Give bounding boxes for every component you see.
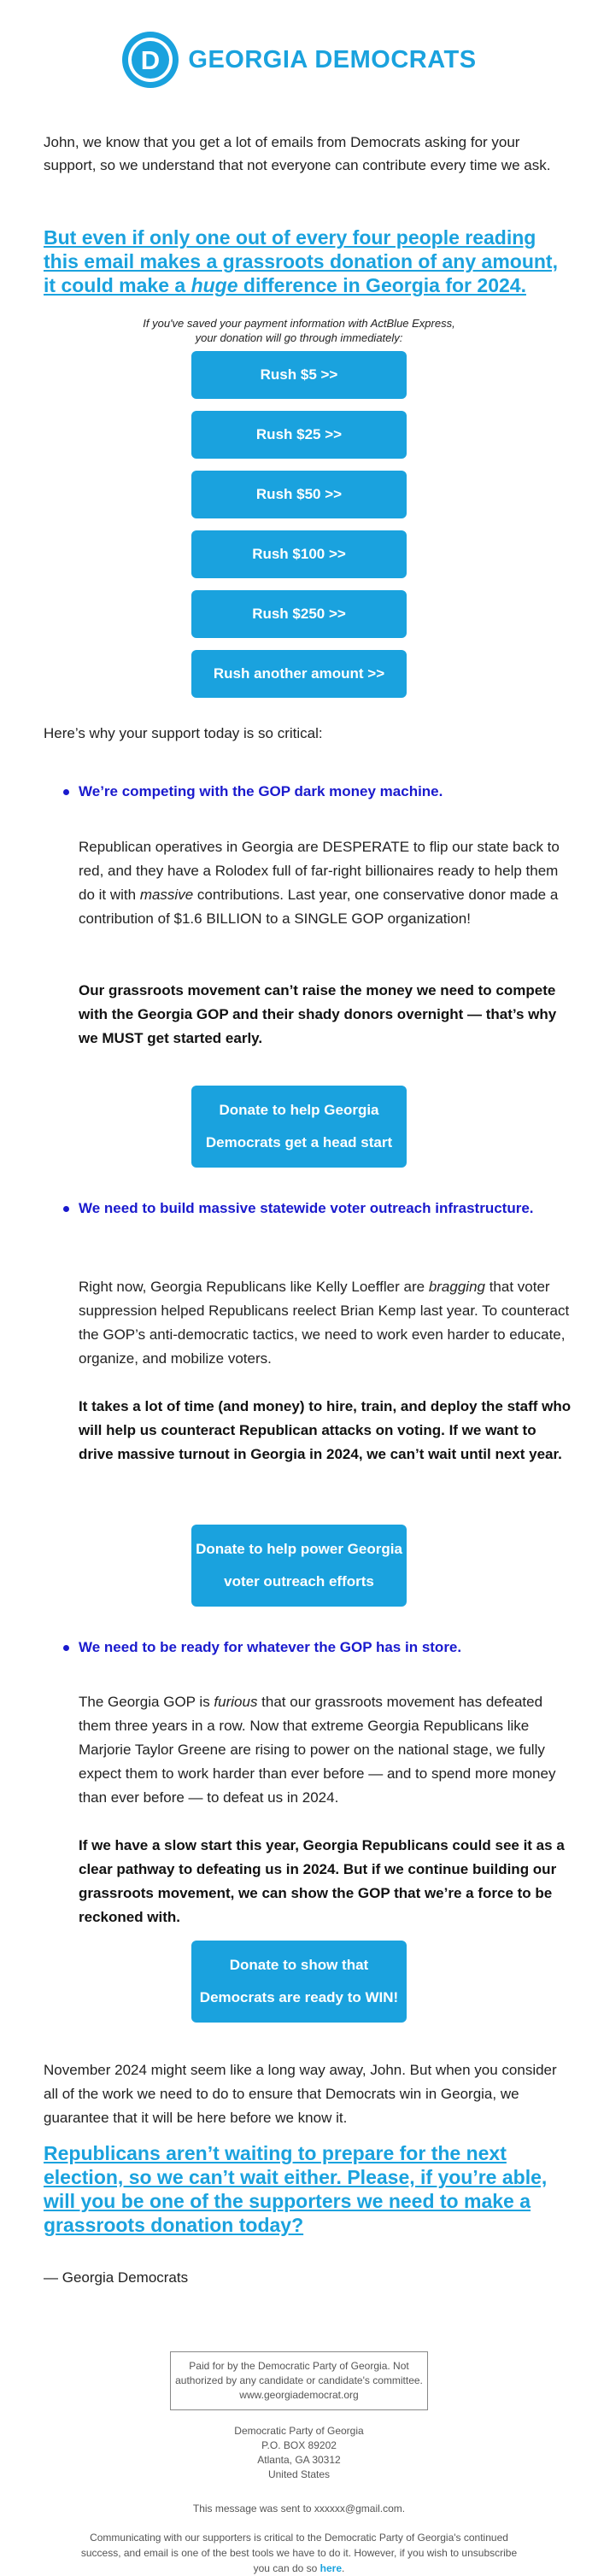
rush-25-button[interactable]: Rush $25 >> <box>191 411 407 459</box>
bullet-icon <box>63 1645 69 1651</box>
section-2-paragraph <box>79 1275 574 1371</box>
unsubscribe-notice <box>77 2530 521 2576</box>
donate-head-start-button[interactable]: Donate to help Georgia Democrats get a head start <box>191 1086 407 1168</box>
closing-paragraph: November 2024 might seem like a long way away, John. But when you consider all of the work we need to do to ensure that Democrats win in Georgia, we guarantee that it will be here before we know it. <box>44 2062 557 2126</box>
section-1-text-before: Republican operatives in Georgia are DESPERATE to flip our state back to red, and they have a Rolodex full of far-right billionaires ready to help them do it with <box>79 839 560 903</box>
address-line: P.O. BOX 89202 <box>261 2439 337 2451</box>
signoff: — Georgia Democrats <box>44 2269 189 2286</box>
section-2-text-before: Right now, Georgia Republicans like Kelly Loeffler are <box>79 1279 429 1295</box>
rush-250-button[interactable]: Rush $250 >> <box>191 590 407 638</box>
bullet-icon <box>63 789 69 795</box>
logo-letter: D <box>141 45 161 75</box>
section-3-title: We need to be ready for whatever the GOP has in store. <box>79 1639 462 1655</box>
donate-voter-outreach-button[interactable]: Donate to help power Georgia voter outreach efforts <box>191 1525 407 1607</box>
headline-text-after: difference in Georgia for 2024. <box>237 274 526 296</box>
section-1-paragraph <box>79 835 574 931</box>
donate-ready-to-win-button[interactable]: Donate to show that Democrats are ready to WIN! <box>191 1941 407 2023</box>
section-2-emphasis: bragging <box>428 1279 485 1295</box>
section-3-bold-paragraph: If we have a slow start this year, Georgia Republicans could see it as a clear pathway to defeating us in 2024. But if we continue building our grassroots movement, we can show the GOP that we’re a force to be reckoned with. <box>79 1837 565 1925</box>
section-1-emphasis: massive <box>139 887 194 903</box>
footer-website: www.georgiademocrat.org <box>239 2389 359 2401</box>
brand-logo[interactable] <box>0 27 598 92</box>
section-3-emphasis: furious <box>214 1694 258 1710</box>
section-2-bold-paragraph: It takes a lot of time (and money) to hire, train, and deploy the staff who will help us counteract Republican attacks on voting. If we want to drive massive turnout in Georgia in 2024, we can’t wait until next year. <box>79 1398 572 1462</box>
section-3-text-before: The Georgia GOP is <box>79 1694 214 1710</box>
democrats-logo-icon <box>121 31 179 89</box>
express-note-line-2: your donation will go through immediately: <box>195 331 403 344</box>
paid-for-box <box>170 2351 428 2410</box>
headline-emphasis: huge <box>191 274 238 296</box>
rush-other-amount-button[interactable]: Rush another amount >> <box>191 650 407 698</box>
address-line: Atlanta, GA 30312 <box>257 2454 341 2466</box>
paid-for-text: Paid for by the Democratic Party of Georgia. Not authorized by any candidate or candidate's committee. <box>175 2360 423 2386</box>
bullet-icon <box>63 1206 69 1212</box>
headline-link[interactable] <box>44 225 573 297</box>
address-line: United States <box>267 2468 331 2480</box>
section-1-title: We’re competing with the GOP dark money machine. <box>79 783 443 799</box>
unsubscribe-link[interactable]: here <box>320 2562 343 2574</box>
sent-to-notice: This message was sent to xxxxxx@gmail.com. <box>192 2503 406 2515</box>
address-line: Democratic Party of Georgia <box>234 2425 364 2437</box>
headline-text-before: But even if only one out of every four people reading this email makes a grassroots donation of any amount, it could make a <box>44 226 558 296</box>
section-1-text-after: contributions. Last year, one conservative donor made a contribution of $1.6 BILLION to a SINGLE GOP organization! <box>79 887 559 927</box>
why-intro: Here’s why your support today is so critical: <box>44 725 323 741</box>
express-note-line-1: If you've saved your payment information with ActBlue Express, <box>143 317 455 330</box>
rush-100-button[interactable]: Rush $100 >> <box>191 530 407 578</box>
rush-50-button[interactable]: Rush $50 >> <box>191 471 407 518</box>
unsubscribe-text: Communicating with our supporters is critical to the Democratic Party of Georgia's continued success, and email is one of the best tools we have to do it. However, if you wish to unsubscribe you can do so <box>80 2532 518 2574</box>
closing-headline-link[interactable]: Republicans aren’t waiting to prepare for the next election, so we can’t wait either. Please, if you’re able, will you be one of the supporters we need to make a grassroots donation today? <box>44 2142 548 2236</box>
unsubscribe-end: . <box>342 2562 345 2574</box>
section-3-paragraph <box>79 1690 574 1810</box>
footer-address <box>0 2424 598 2482</box>
section-2-title: We need to build massive statewide voter outreach infrastructure. <box>79 1200 534 1216</box>
express-note <box>0 316 598 345</box>
rush-5-button[interactable]: Rush $5 >> <box>191 351 407 399</box>
section-2-text-after: that voter suppression helped Republicans reelect Brian Kemp last year. To counteract the GOP’s anti-democratic tactics, we need to work even harder to educate, organize, and mobilize voters. <box>79 1279 570 1367</box>
section-1-bold-paragraph: Our grassroots movement can’t raise the money we need to compete with the Georgia GOP and their shady donors overnight — that’s why we MUST get started early. <box>79 982 557 1046</box>
section-3-text-after: that our grassroots movement has defeated them three years in a row. Now that extreme Georgia Republicans like Marjorie Taylor Greene are rising to power on the national stage, we fully expect them to work harder than ever before — and to spend more money than ever before — to defeat us in 2024. <box>79 1694 556 1806</box>
intro-paragraph: John, we know that you get a lot of emails from Democrats asking for your support, so we understand that not everyone can contribute every time we ask. <box>44 134 551 173</box>
brand-name: GEORGIA DEMOCRATS <box>188 45 477 73</box>
